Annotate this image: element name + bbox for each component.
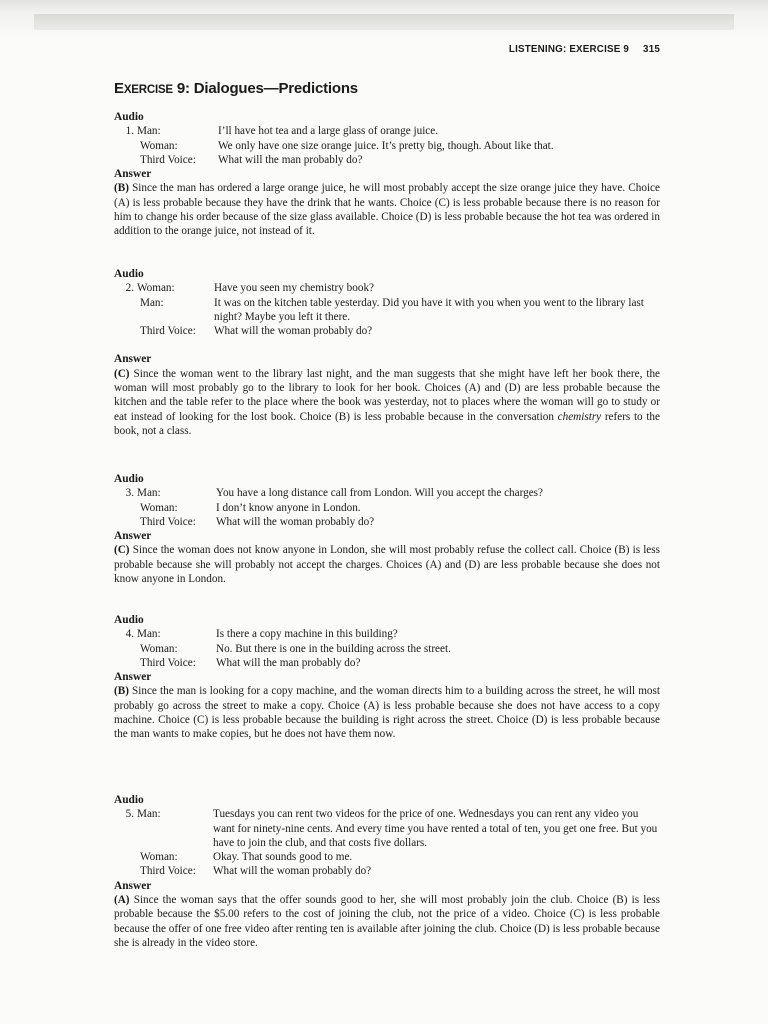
- dialogue-line: [114, 807, 660, 850]
- answer-text: Since the woman says that the offer sounds good to her, she will most probably join the club. Choice (B) is less probable because the $5.00 refers to the cost of joining the club, not the price of a video. Choice (C) is less probable because the offer of one free video after renting ten is available after joining the club. Choice (D) is less probable because she is already in the video store.: [114, 894, 661, 949]
- title-main: 9: Dialogues—Predictions: [176, 80, 358, 97]
- dialogue-line: [114, 296, 660, 325]
- dialogue-item-4: [114, 613, 660, 742]
- dialogue-item-5: [114, 793, 660, 950]
- answer-text: Since the woman does not know anyone in London, she will most probably refuse the collect call. Choice (B) is less probable because she will probably not accept the charges. Choices (A) and (D) are less probable because she does not know anyone in London.: [114, 544, 660, 586]
- dialogue-line: [114, 850, 660, 864]
- answer-choice: (C): [114, 367, 130, 380]
- dialogue-table: [114, 124, 554, 167]
- dialogue-line: [114, 515, 543, 529]
- answer-text: Since the man is looking for a copy machine, and the woman directs him to a building across the street, he will most probably go across the street to make a copy. Choice (A) is less probable because she does not have access to a copy machine. Choice (C) is less probable because the building is right across the street. Choice (D) is less probable because the man wants to make copies, but he does not have them now.: [114, 685, 660, 741]
- dialogue-table: [114, 807, 660, 878]
- item-number: 1.: [125, 125, 134, 138]
- dialogue-table: [114, 281, 660, 338]
- speaker: Woman:: [140, 139, 178, 152]
- title-prefix-cap: E: [114, 80, 124, 97]
- speaker: Woman:: [140, 501, 178, 514]
- speaker: Man:: [137, 808, 161, 821]
- dialogue-line: [114, 501, 543, 515]
- line-text: What will the man probably do?: [216, 656, 361, 669]
- answer-label: Answer: [114, 530, 152, 543]
- line-text: Okay. That sounds good to me.: [213, 851, 353, 864]
- answer-explanation: [114, 181, 660, 238]
- dialogue-item-2: [114, 267, 660, 438]
- item-number: 3.: [125, 487, 134, 500]
- speaker: Man:: [140, 296, 164, 309]
- answer-explanation: [114, 893, 660, 950]
- exercise-title: [114, 82, 358, 97]
- speaker: Third Voice:: [140, 515, 196, 528]
- dialogue-line: [114, 642, 451, 656]
- dialogue-line: [114, 656, 451, 670]
- dialogue-line: [114, 324, 660, 338]
- speaker: Man:: [137, 125, 161, 138]
- speaker: Woman:: [140, 642, 178, 655]
- line-text: I don’t know anyone in London.: [216, 501, 361, 514]
- speaker: Woman:: [137, 282, 175, 295]
- dialogue-item-3: [114, 472, 660, 586]
- audio-label: Audio: [114, 111, 144, 123]
- line-text: What will the man probably do?: [218, 153, 363, 166]
- line-text: It was on the kitchen table yesterday. Did you have it with you when you went to the library last night? Maybe you left it there.: [214, 296, 644, 323]
- line-text: Is there a copy machine in this building?: [216, 628, 398, 641]
- answer-label: Answer: [114, 353, 152, 366]
- answer-text-tail: refers to the book, not a class.: [114, 410, 660, 437]
- answer-label: Answer: [114, 671, 152, 684]
- line-text: Have you seen my chemistry book?: [214, 282, 375, 295]
- dialogue-table: [114, 486, 543, 529]
- scan-shadow-band: [34, 14, 734, 30]
- speaker: Man:: [137, 628, 161, 641]
- item-number: 2.: [125, 282, 134, 295]
- dialogue-line: [114, 153, 554, 167]
- dialogue-table: [114, 627, 451, 670]
- running-title: LISTENING: EXERCISE 9: [508, 44, 630, 55]
- answer-explanation: [114, 367, 660, 438]
- line-text: You have a long distance call from London. Will you accept the charges?: [216, 487, 544, 500]
- line-text: What will the woman probably do?: [214, 325, 373, 338]
- speaker: Man:: [137, 487, 161, 500]
- dialogue-line: [114, 139, 554, 153]
- dialogue-line: [114, 486, 543, 500]
- title-prefix-smallcaps: XERCISE: [123, 84, 173, 96]
- running-header: [509, 43, 660, 57]
- dialogue-item-1: [114, 110, 660, 239]
- answer-choice: (C): [114, 544, 130, 557]
- item-number: 4.: [125, 628, 134, 641]
- answer-text: Since the man has ordered a large orange juice, he will most probably accept the size orange juice they have. Choice (A) is less probable because they have the drink that he wants. Choice (C) is less probable because there is no reason for him to change his order because of the size glass available. Choice (D) is less probable because the hot tea was ordered in addition to the orange juice, not instead of it.: [114, 182, 660, 238]
- answer-choice: (A): [114, 894, 130, 907]
- answer-text-italic: chemistry: [557, 410, 602, 423]
- answer-choice: (B): [114, 685, 129, 698]
- audio-label: Audio: [114, 473, 144, 485]
- line-text: What will the woman probably do?: [213, 865, 372, 878]
- answer-explanation: [114, 543, 660, 586]
- speaker: Third Voice:: [140, 153, 196, 166]
- speaker: Third Voice:: [140, 865, 196, 878]
- answer-choice: (B): [114, 182, 129, 195]
- speaker: Third Voice:: [140, 656, 196, 669]
- dialogue-line: [114, 124, 554, 138]
- audio-label: Audio: [114, 268, 144, 280]
- page-number: 315: [643, 44, 660, 55]
- dialogue-line: [114, 627, 451, 641]
- dialogue-line: [114, 864, 660, 878]
- line-text: We only have one size orange juice. It’s pretty big, though. About like that.: [218, 139, 554, 152]
- audio-label: Audio: [114, 614, 144, 626]
- speaker: Third Voice:: [140, 325, 196, 338]
- answer-text: Since the woman went to the library last night, and the man suggests that she might have left her book there, the woman will most probably go to the library to look for her book. Choices (A) and (D) are less probable because the kitchen and the table refer to the place where the book was yesterday, not to places where the woman will go to study or eat instead of looking for the lost book. Choice (B) is less probable because in the conversation: [114, 367, 661, 423]
- audio-label: Audio: [114, 794, 144, 806]
- answer-label: Answer: [114, 168, 152, 181]
- line-text: What will the woman probably do?: [216, 515, 375, 528]
- item-number: 5.: [125, 808, 134, 821]
- line-text: I’ll have hot tea and a large glass of orange juice.: [218, 125, 439, 138]
- answer-label: Answer: [114, 879, 152, 892]
- speaker: Woman:: [140, 851, 178, 864]
- answer-explanation: [114, 684, 660, 741]
- line-text: Tuesdays you can rent two videos for the price of one. Wednesdays you can rent any video you want for ninety-nine cents. And every time you have rented a total of ten, you get one free. But you have to join the club, and that costs five dollars.: [213, 808, 658, 849]
- dialogue-line: [114, 281, 660, 295]
- line-text: No. But there is one in the building across the street.: [216, 642, 451, 655]
